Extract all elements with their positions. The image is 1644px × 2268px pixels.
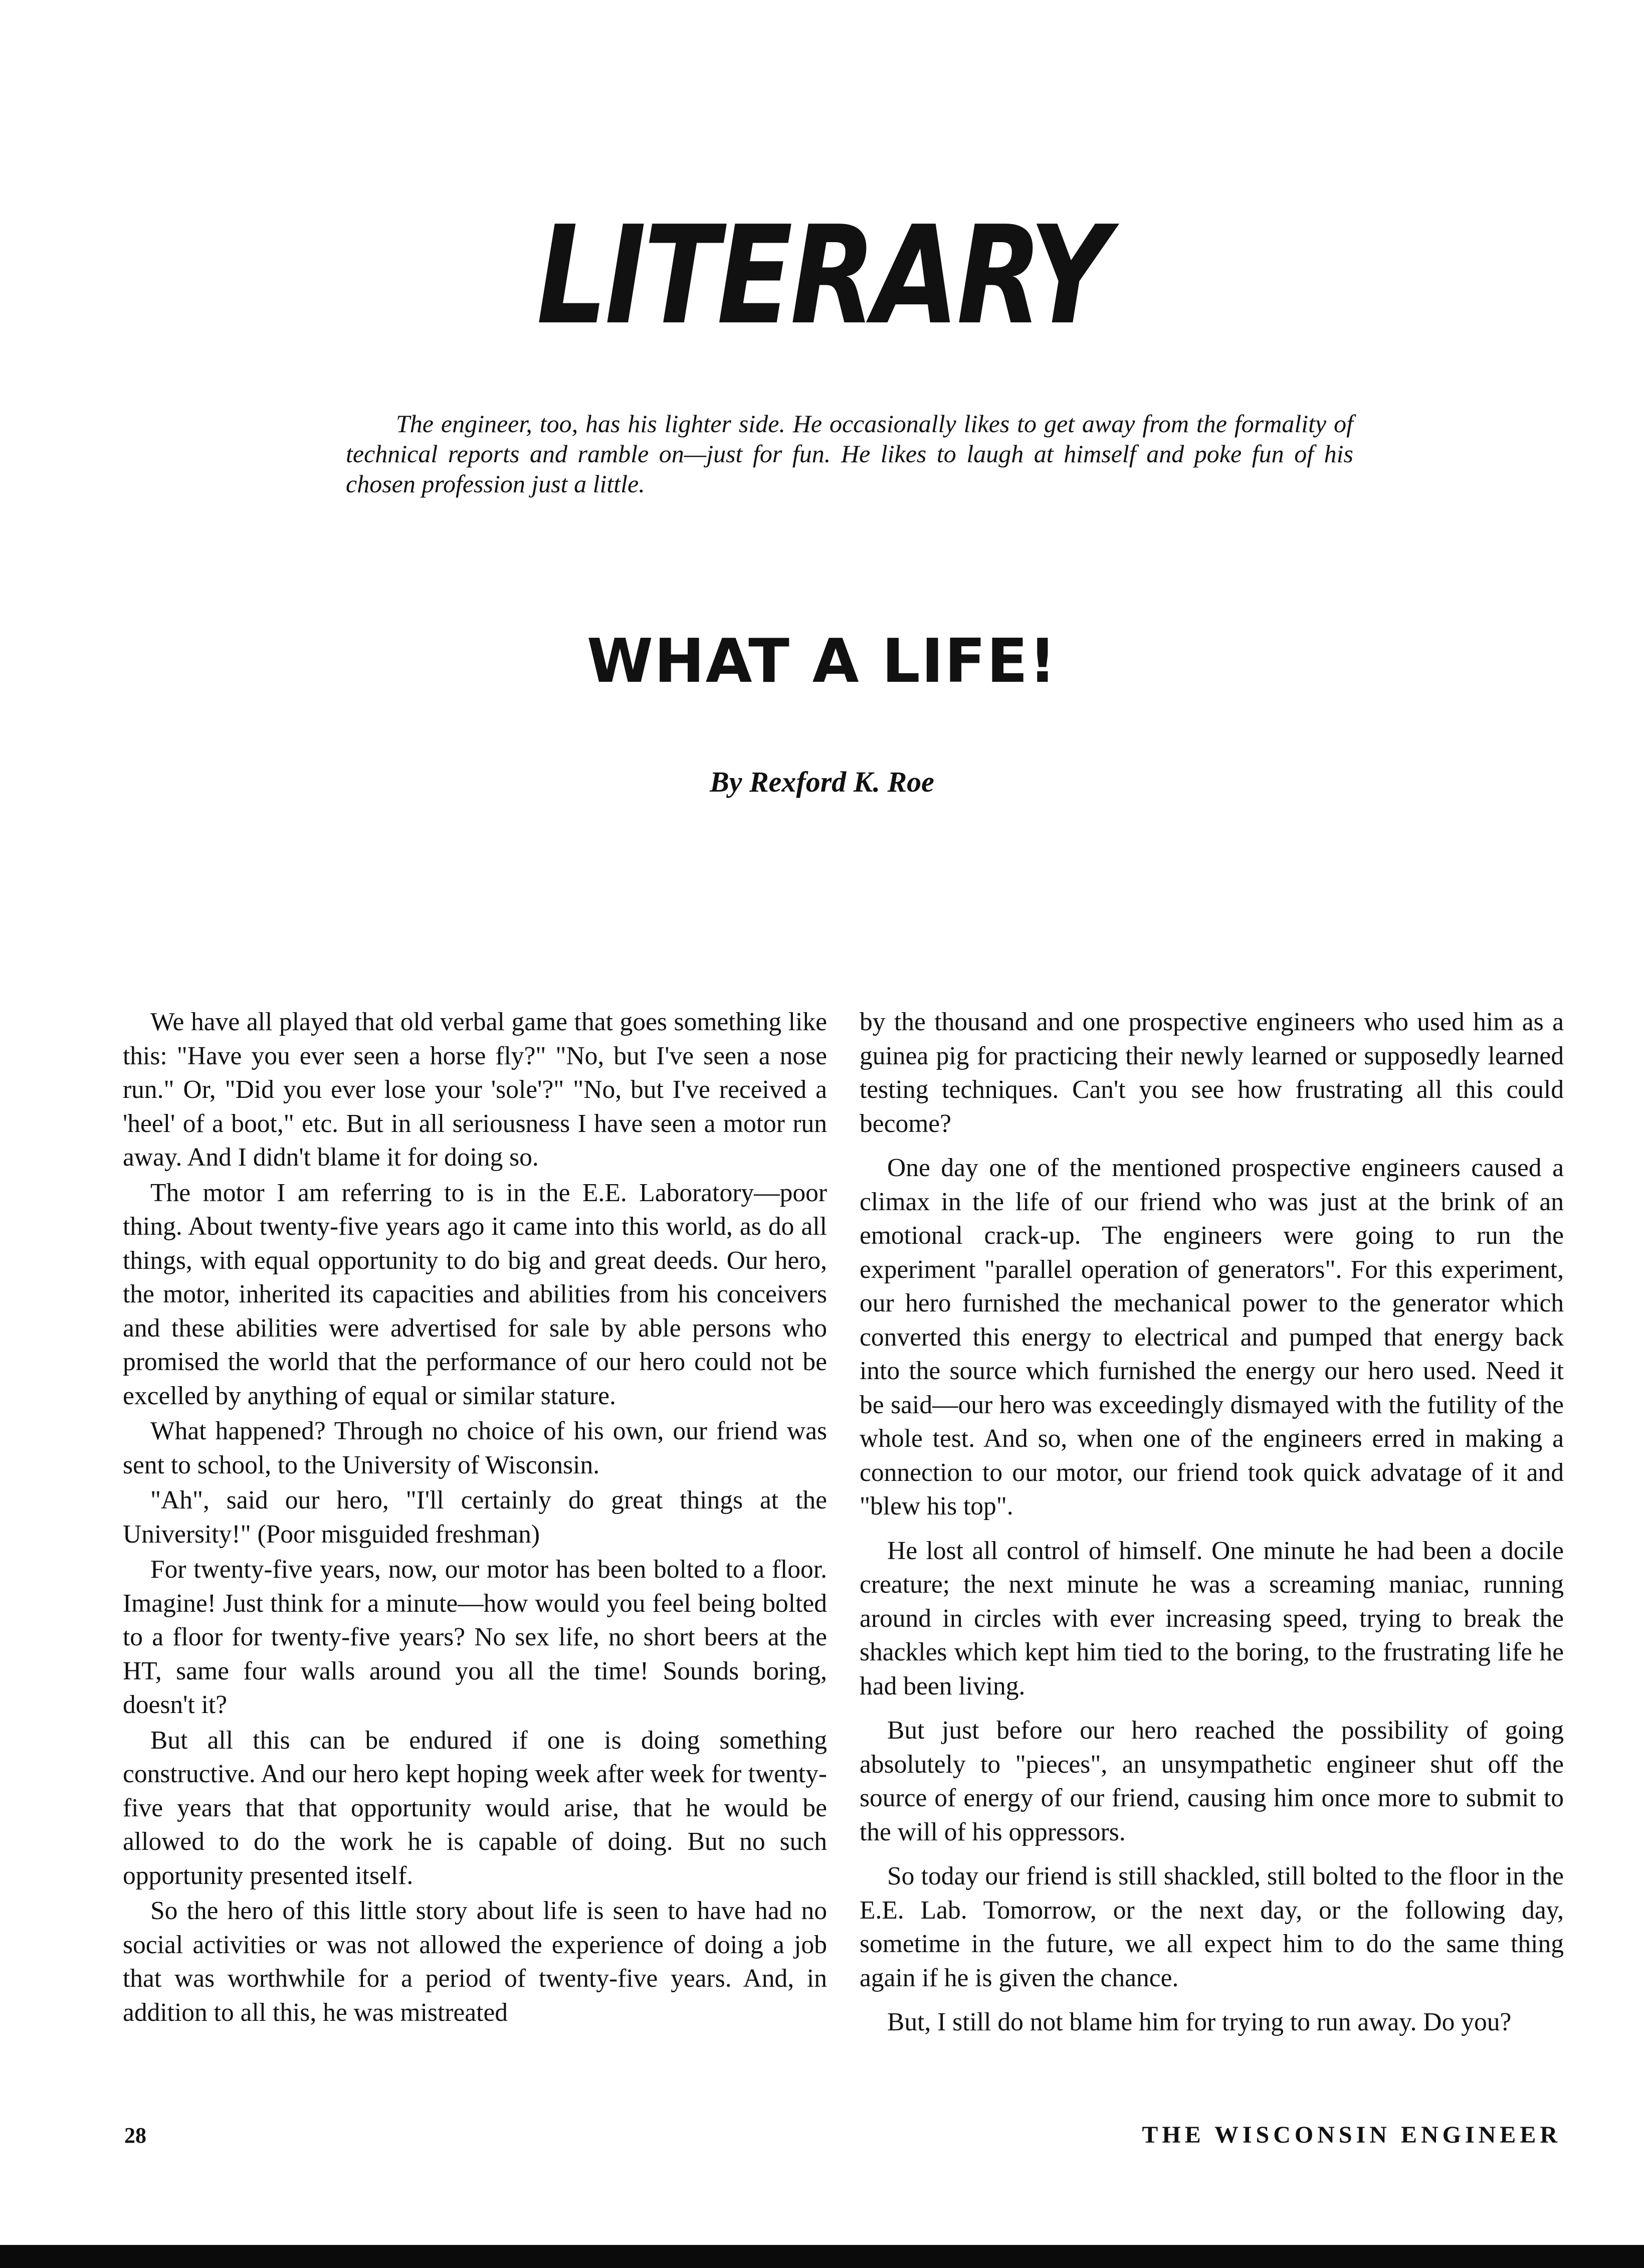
article-column-left [123,1005,827,2029]
article-paragraph: He lost all control of himself. One minute he had been a docile creature; the next minute he was a screaming maniac, running around in circles with ever increasing speed, trying to break the shackles which kept him tied to the boring, to the frustrating life he had been living. [860,1536,1564,1700]
article-paragraph: The motor I am referring to is in the E.E. Laboratory—poor thing. About twenty-five years ago it came into this world, as do all things, with equal opportunity to do big and great deeds. Our hero, the motor, inherited its capacities and abilities from his conceivers and these abilities were advertised for sale by able persons who promised the world that the performance of our hero could not be excelled by anything of equal or similar stature. [123,1178,827,1410]
article-paragraph: One day one of the mentioned prospective engineers caused a climax in the life of our friend who was just at the brink of an emotional crack-up. The engineers were going to run the experiment "parallel operation of generators". For this experiment, our hero furnished the mechanical power to the generator which converted this energy to electrical and pumped that energy back into the source which furnished the energy our hero used. Need it be said—our hero was exceedingly dismayed with the futility of the whole test. And so, when one of the engineers erred in making a connection to our motor, our friend took quick advatage of it and "blew his top". [860,1154,1564,1521]
article-paragraph: What happened? Through no choice of his own, our friend was sent to school, to the University of Wisconsin. [123,1417,827,1479]
article-paragraph: But just before our hero reached the possibility of going absolutely to "pieces", an unsympathetic engineer shut off the source of energy of our friend, causing him once more to submit to the will of his oppressors. [860,1716,1564,1846]
article-paragraph: So the hero of this little story about life is seen to have had no social activities or was not allowed the experience of doing a job that was worthwhile for a period of twenty-five years. And, in addition to all this, he was mistreated [123,1897,827,2027]
article-byline: By Rexford K. Roe [710,766,934,798]
section-title: LITERARY [536,197,1108,354]
scan-edge-bar [0,2245,1644,2268]
article-paragraph: by the thousand and one prospective engineers who used him as a guinea pig for practicing their newly learned or supposedly learned testing techniques. Can't you see how frustrating all this could become? [860,1008,1564,1138]
intro-blurb: The engineer, too, has his lighter side. He occasionally likes to get away from the formality of technical reports and ramble on—just for fun. He likes to laugh at himself and poke fun of his chosen profession just a little. [346,410,1353,498]
article-paragraph: "Ah", said our hero, "I'll certainly do great things at the University!" (Poor misguided freshman) [123,1486,827,1549]
article-title: WHAT A LIFE! [586,627,1058,696]
running-title: THE WISCONSIN ENGINEER [1142,2122,1561,2148]
page-number: 28 [124,2123,146,2148]
article-paragraph: But, I still do not blame him for trying to run away. Do you? [887,2008,1512,2036]
article-paragraph: For twenty-five years, now, our motor has been bolted to a floor. Imagine! Just think for a minute—how would you feel being bolted to a floor for twenty-five years? No sex life, no short beers at the HT, same four walls around you all the time! Sounds boring, doesn't it? [123,1555,827,1719]
article-paragraph: But all this can be endured if one is doing something constructive. And our hero kept hoping week after week for twenty-five years that that opportunity would arise, that he would be allowed to do the work he is capable of doing. But no such opportunity presented itself. [123,1726,827,1890]
article-paragraph: So today our friend is still shackled, still bolted to the floor in the E.E. Lab. Tomorrow, or the next day, or the following day, sometime in the future, we all expect him to do the same thing again if he is given the chance. [860,1862,1564,1992]
article-column-right [860,1005,1564,2039]
article-paragraph: We have all played that old verbal game that goes something like this: "Have you ever seen a horse fly?" "No, but I've seen a nose run." Or, "Did you ever lose your 'sole'?" "No, but I've received a 'heel' of a boot," etc. But in all seriousness I have seen a motor run away. And I didn't blame it for doing so. [123,1008,827,1172]
